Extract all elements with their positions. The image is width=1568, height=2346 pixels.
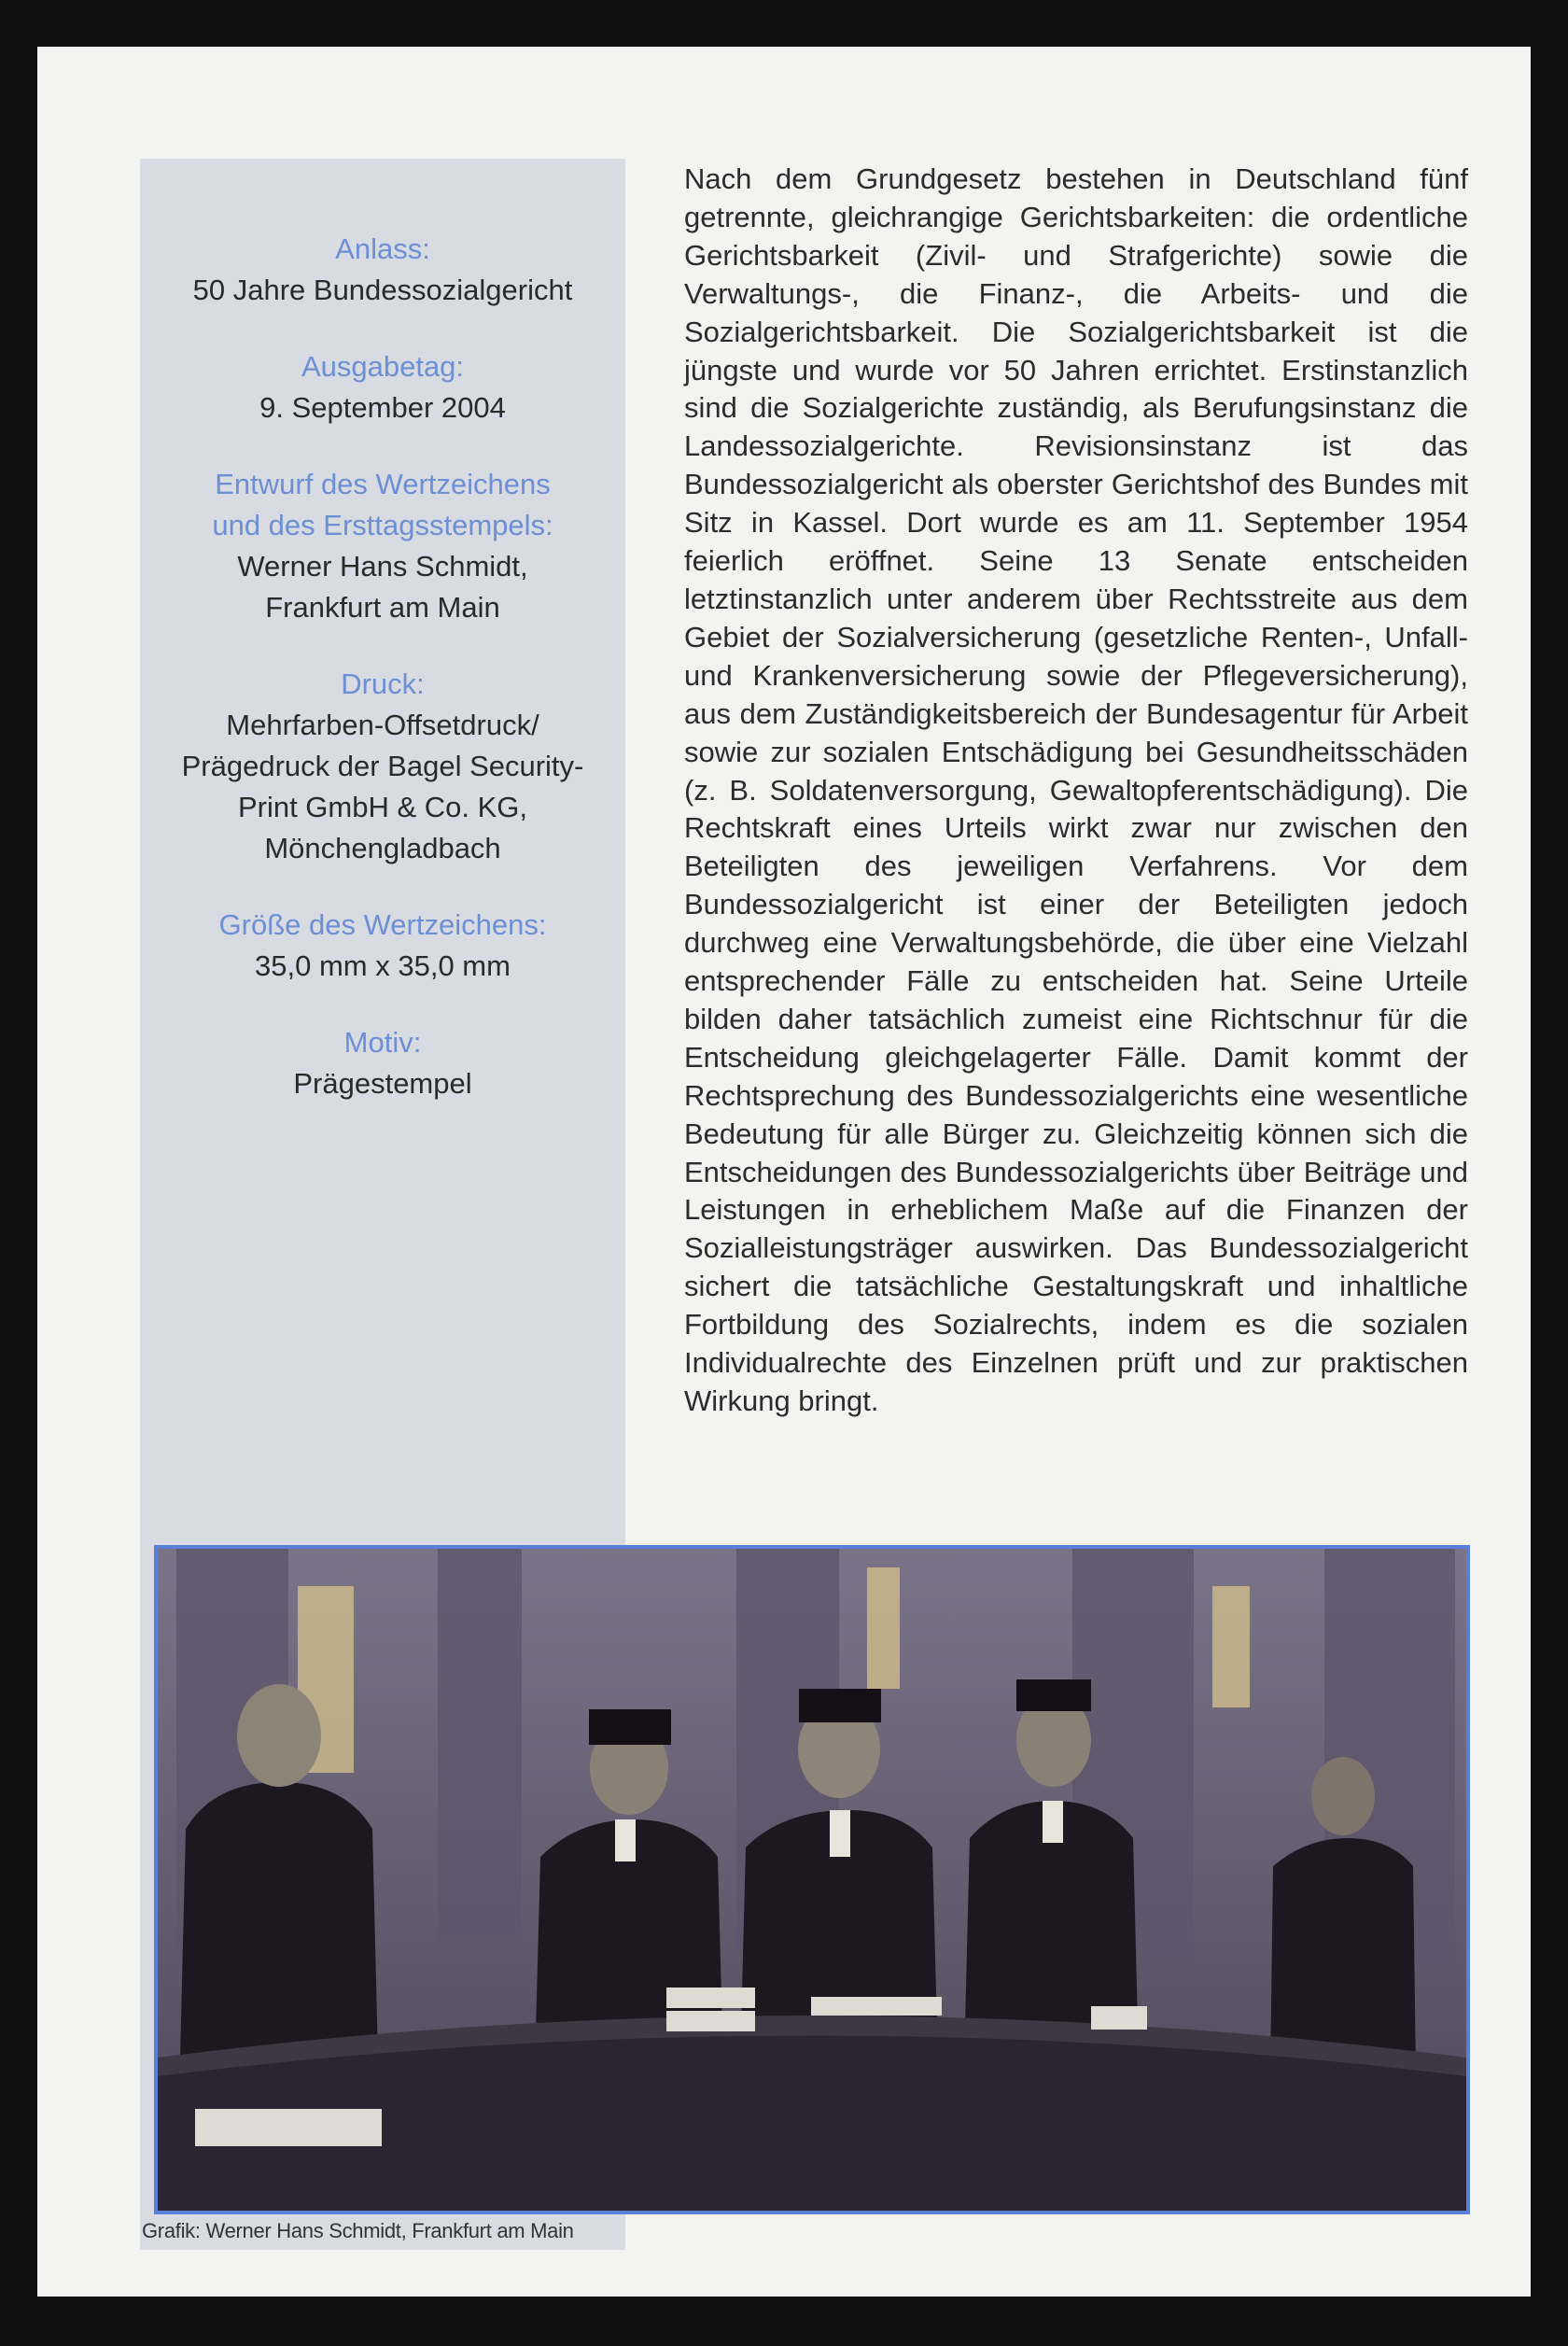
fact-value: Prägestempel [293,1067,472,1100]
fact-label: Entwurf des Wertzeichens und des Ersttagsstempels: [212,468,553,541]
fact-label: Ausgabetag: [301,350,465,383]
fact-value: Prägedruck der Bagel Security- [181,750,584,782]
fact-anlass [140,229,625,311]
fact-value: 35,0 mm x 35,0 mm [255,949,511,982]
fact-motiv [140,1022,625,1104]
court-photo-image [158,1549,1466,2211]
fact-label: Größe des Wertzeichens: [218,908,547,941]
fact-value: Print GmbH & Co. KG, [237,791,528,823]
court-photo [154,1545,1470,2214]
fact-ausgabetag [140,346,625,428]
photo-caption: Grafik: Werner Hans Schmidt, Frankfurt am Main [142,2219,574,2242]
fact-value: Mönchengladbach [264,832,501,864]
fact-groesse [140,905,625,987]
fact-label: Druck: [341,667,425,700]
fact-entwurf [140,464,625,628]
fact-value: 50 Jahre Bundessozialgericht [192,274,573,306]
stamp-facts [140,229,625,1140]
fact-label: Anlass: [335,232,430,265]
article-body [684,161,1468,1421]
fact-value: Werner Hans Schmidt, [237,550,528,583]
fact-label: Motiv: [343,1026,422,1059]
fact-value: Mehrfarben-Offsetdruck/ [226,709,539,741]
fact-value: 9. September 2004 [259,391,506,424]
article-paragraph: Nach dem Grundgesetz bestehen in Deutschland fünf getrennte, gleichrangige Gerichtsbarkeiten: die ordentliche Gerichtsbarkeit (Zivil- und Strafgerichte) sowie die Verwaltungs-, die Finanz-, die Arbeits- und die Sozialgerichtsbarkeit. Die Sozialgerichtsbarkeit ist die jüngste und wurde vor 50 Jahren errichtet. Erstinstanzlich sind die Sozialgerichte zuständig, als Berufungsinstanz die Landessozialgerichte. Revisionsinstanz ist das Bundessozialgericht als oberster Gerichtshof des Bundes mit Sitz in Kassel. Dort wurde es am 11. September 1954 feierlich eröffnet. Seine 13 Senate entscheiden letztinstanzlich unter anderem über Rechtsstreite aus dem Gebiet der Sozialversicherung (gesetzliche Renten-, Unfall- und Krankenversicherung sowie der Pflegeversicherung), aus dem Zuständigkeitsbereich der Bundesagentur für Arbeit sowie zur sozialen Entschädigung bei Gesundheitsschäden (z. B. Soldatenversorgung, Gewaltopferentschädigung). Die Rechtskraft eines Urteils wirkt zwar nur zwischen den Beteiligten des jeweiligen Verfahrens. Vor dem Bundessozialgericht ist einer der Beteiligten jedoch durchweg eine Verwaltungsbehörde, die über eine Vielzahl entsprechender Fälle zu entscheiden hat. Seine Urteile bilden daher tatsächlich zumeist eine Richtschnur für die Entscheidung gleichgelagerter Fälle. Damit kommt der Rechtsprechung des Bundessozialgerichts eine wesentliche Bedeutung für alle Bürger zu. Gleichzeitig können sich die Entscheidungen des Bundessozialgerichts über Beiträge und Leistungen in erheblichem Maße auf die Finanzen der Sozialleistungsträger auswirken. Das Bundessozialgericht sichert die tatsächliche Gestaltungskraft und inhaltliche Fortbildung des Sozialrechts, indem es die sozialen Individualrechte des Einzelnen prüft und zur praktischen Wirkung bringt. [684,162,1468,1417]
fact-druck [140,664,625,869]
fact-value: Frankfurt am Main [265,591,500,624]
